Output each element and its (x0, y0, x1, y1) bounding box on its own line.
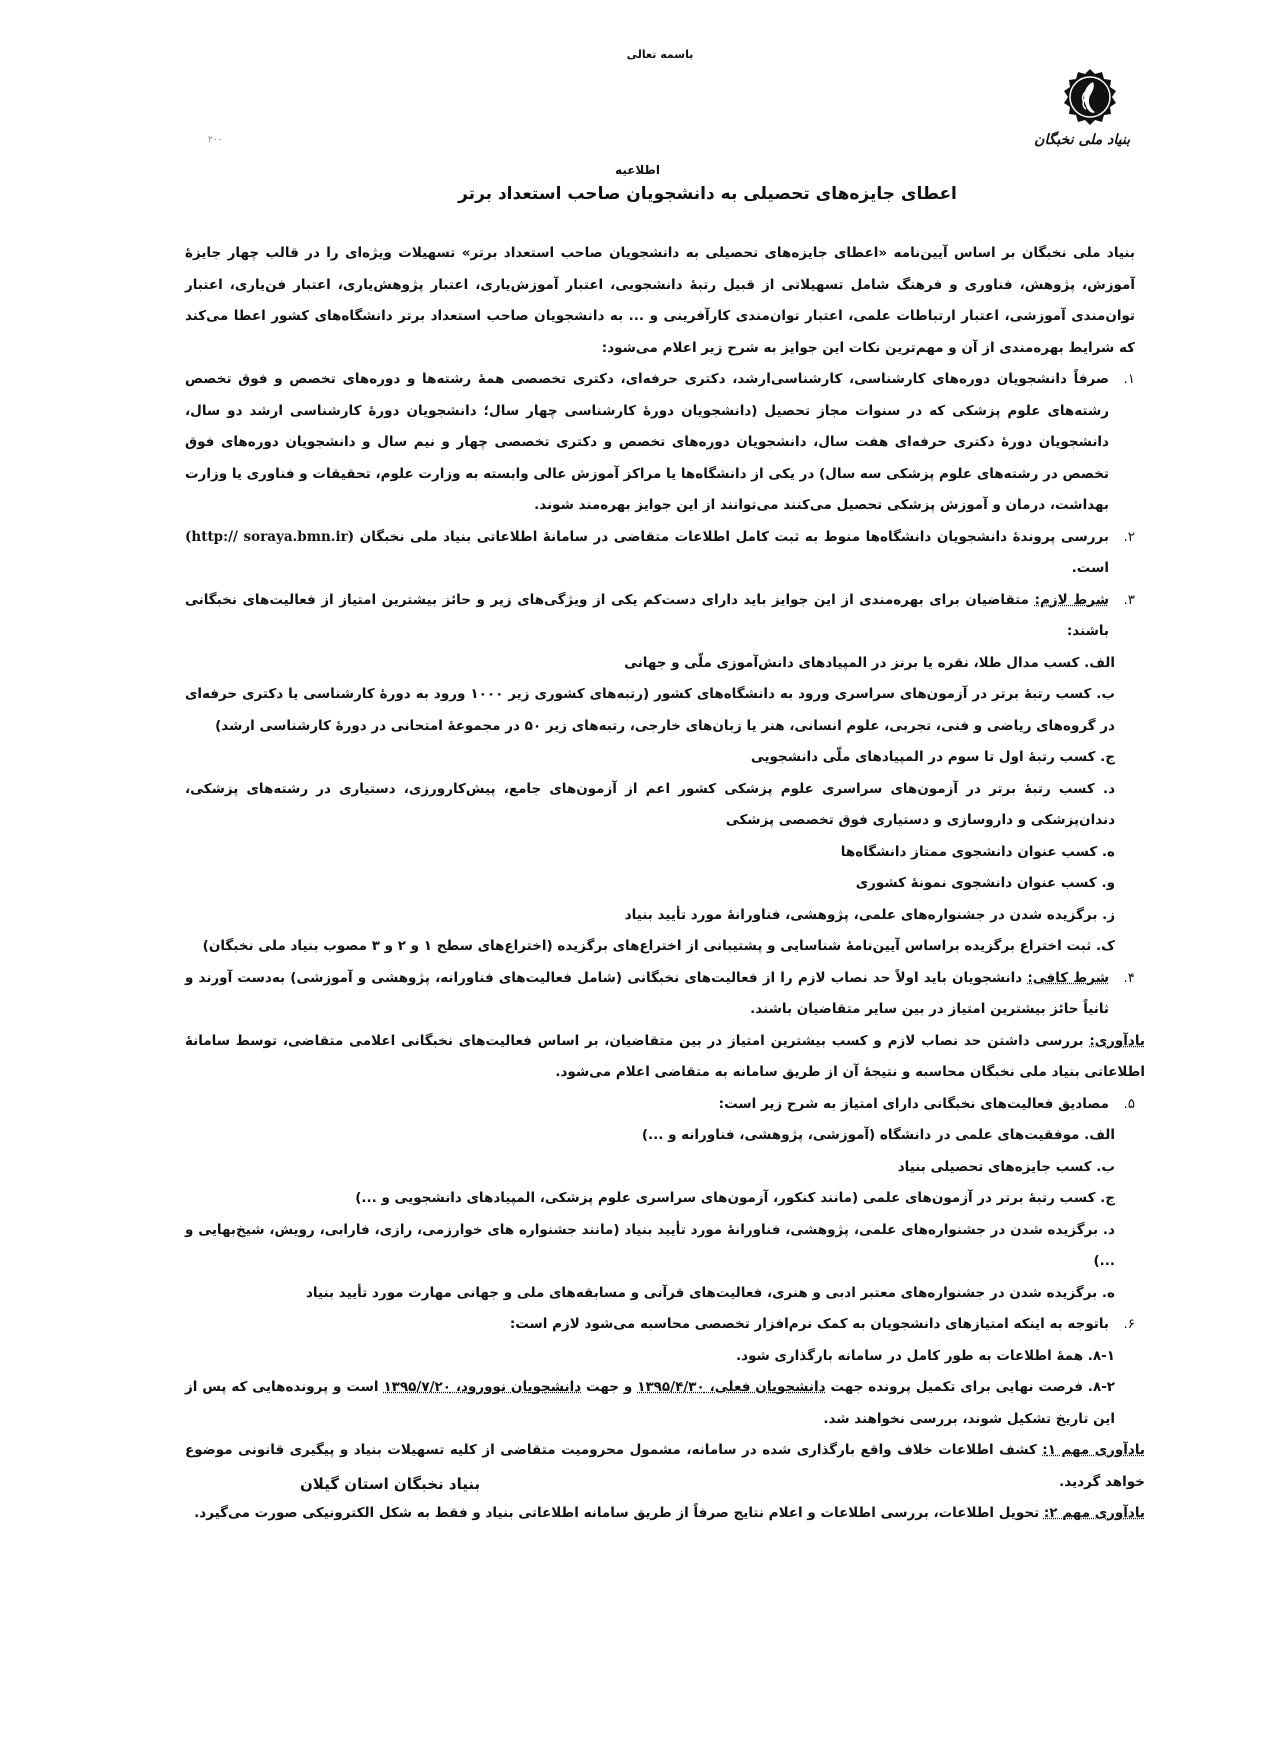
sub-item: د. برگزیده شدن در جشنواره‌های علمی، پژوهشی، فناورانهٔ مورد تأیید بنیاد (مانند جشنواره های خوارزمی، رازی، فارابی، رویش، شیخ‌بهایی و ...) (185, 1221, 1115, 1269)
item-number: ۳. (1123, 591, 1135, 608)
sub-item: ه. کسب عنوان دانشجوی ممتاز دانشگاه‌ها (840, 843, 1115, 860)
item-number: ۴. (1123, 969, 1135, 986)
deadline-text: است و پرونده‌هایی که پس از این تاریخ تشکیل شوند، بررسی نخواهند شد. (185, 1379, 1115, 1427)
item-text: متقاضیان برای بهره‌مندی از این جوایز باید دارای دست‌کم یکی از ویژگی‌های زیر و حائز بیشترین امتیاز از فعالیت‌های نخبگانی باشند: (185, 591, 1109, 639)
list-item-5 (185, 1089, 1135, 1121)
reminder-paragraph (185, 1026, 1145, 1089)
sub-item: ک. ثبت اختراع برگزیده براساس آیین‌نامهٔ شناسایی و پشتیبانی از اختراع‌های برگزیده (اختراع‌های سطح ۱ و ۲ و ۳ مصوب بنیاد ملی نخبگان) (202, 938, 1115, 954)
announcement-label: اطلاعیه (615, 163, 660, 177)
deadline-text: ۸-۲. فرصت نهایی برای تکمیل پرونده جهت (830, 1379, 1116, 1395)
foundation-logo (1034, 68, 1130, 148)
item-number: ۱. (1123, 371, 1135, 387)
item-number: ۲. (1123, 528, 1135, 545)
item-number: ۵. (1123, 1095, 1135, 1112)
requirement-label: شرط لازم: (1034, 591, 1109, 608)
important-label: یادآوری مهم ۲: (1043, 1505, 1145, 1521)
reminder-label: یادآوری: (1089, 1032, 1145, 1049)
logo-caption: بنیاد ملی نخبگان (1034, 132, 1130, 148)
sufficient-condition-label: شرط کافی: (1027, 969, 1109, 986)
important-text: کشف اطلاعات خلاف واقع بارگذاری شده در سامانه، مشمول محرومیت متقاضی از کلیه تسهیلات بنیاد و پیگیری قانونی موضوع خواهد گردید. (185, 1442, 1145, 1490)
sub-item: و. کسب عنوان دانشجوی نمونهٔ کشوری (855, 875, 1115, 891)
list-item-6 (185, 1309, 1135, 1341)
item-text: باتوجه به اینکه امتیازهای دانشجویان به کمک نرم‌افزار تخصصی محاسبه می‌شود لازم است: (509, 1316, 1109, 1332)
sub-item-deadline (185, 1372, 1135, 1435)
new-students-deadline: دانشجویان نوورود، ۱۳۹۵/۷/۲۰ (383, 1379, 582, 1395)
intro-paragraph: بنیاد ملی نخبگان بر اساس آیین‌نامه «اعطای جایزه‌های تحصیلی به دانشجویان صاحب استعداد برتر» تسهیلات ویژه‌ای را در قالب چهار جایزهٔ آموزش، پژوهش، فناوری و فرهنگ شامل تسهیلاتی از قبیل رتبهٔ دانشجویی، اعتبار آموزش‌یاری، اعتبار پژوهش‌یاری، اعتبار فن‌یاری، اعتبار توان‌مندی آموزشی، اعتبار ارتباطات علمی، اعتبار توان‌مندی کارآفرینی و ... به دانشجویان صاحب استعداد برتر دانشگاه‌های کشور اعطا می‌کند که شرایط بهره‌مندی از آن و مهم‌ترین نکات این جوایز به شرح زیر اعلام می‌شود: (185, 245, 1135, 356)
sub-item: د. کسب رتبهٔ برتر در آزمون‌های سراسری علوم پزشکی کشور اعم از آزمون‌های جامع، پیش‌کارورزی، دستیاری در رشته‌های پزشکی، دندان‌پزشکی و داروسازی و دستیاری فوق تخصصی پزشکی (185, 780, 1115, 828)
sub-item: الف. موفقیت‌های علمی در دانشگاه (آموزشی، پژوهشی، فناورانه و ...) (641, 1127, 1115, 1143)
important-label: یادآوری مهم ۱: (1042, 1442, 1145, 1458)
signature: بنیاد نخبگان استان گیلان (300, 1475, 481, 1493)
sub-item: ج. کسب رتبهٔ برتر در آزمون‌های علمی (مانند کنکور، آزمون‌های سراسری علوم پزشکی، المپیادهای دانشجویی و ...) (355, 1190, 1115, 1206)
item-text: بررسی پروندهٔ دانشجویان دانشگاه‌ها منوط به ثبت کامل اطلاعات متقاضی در سامانهٔ اطلاعاتی بنیاد ملی نخبگان (359, 528, 1110, 545)
item-text: صرفاً دانشجویان دوره‌های کارشناسی، کارشناسی‌ارشد، دکتری حرفه‌ای، دکتری تخصصی همهٔ رشته‌ها و دوره‌های تخصص و فوق تخصص رشته‌های علوم پزشکی که در سنوات مجاز تحصیل (دانشجویان دورهٔ کارشناسی چهار سال؛ دانشجویان دورهٔ کارشناسی ارشد دو سال، دانشجویان دورهٔ دکتری حرفه‌ای هفت سال، دانشجویان دوره‌های تخصص و دکتری تخصصی چهار و نیم سال و دانشجویان دوره‌های فوق تخصص در رشته‌های علوم پزشکی سه سال) در یکی از دانشگاه‌ها یا مراکز آموزش عالی وابسته به وزارت علوم، تحقیقات و فناوری یا وزارت بهداشت، درمان و آموزش پزشکی تحصیل می‌کنند می‌توانند از این جوایز بهره‌مند شوند. (184, 371, 1109, 513)
sub-item: ج. کسب رتبهٔ اول تا سوم در المپیادهای ملّی دانشجویی (750, 749, 1115, 765)
item-text-end: است. (1071, 560, 1109, 576)
sub-item: ۸-۱. همهٔ اطلاعات به طور کامل در سامانه بارگذاری شود. (736, 1347, 1115, 1364)
bismillah-heading: باسمه تعالی (626, 48, 694, 61)
corner-mark: ۲۰۰ (208, 135, 223, 145)
sub-item: ز. برگزیده شدن در جشنواره‌های علمی، پژوهشی، فناورانهٔ مورد تأیید بنیاد (624, 906, 1115, 923)
reminder-text: بررسی داشتن حد نصاب لازم و کسب بیشترین امتیاز در بین متقاضیان، بر اساس فعالیت‌های نخبگانی اعلامی متقاضی، توسط سامانهٔ اطلاعاتی بنیاد ملی نخبگان محاسبه و نتیجهٔ آن از طریق سامانه به متقاضی اعلام می‌شود. (185, 1032, 1145, 1080)
sub-item: ب. کسب رتبهٔ برتر در آزمون‌های سراسری ورود به دانشگاه‌های کشور (رتبه‌های کشوری زیر ۱۰۰۰ ورود به دورهٔ کارشناسی یا دکتری حرفه‌ای در گروه‌های ریاضی و فنی، تجربی، علوم انسانی، هنر یا زبان‌های خارجی، رتبه‌های زیر ۵۰ در مجموعهٔ امتحانی در دورهٔ کارشناسی ارشد) (185, 686, 1115, 734)
sub-item: ه. برگزیده شدن در جشنواره‌های معتبر ادبی و هنری، فعالیت‌های قرآنی و مسابقه‌های ملی و جهانی مهارت مورد تأیید بنیاد (306, 1284, 1115, 1301)
item-text: مصادیق فعالیت‌های نخبگانی دارای امتیاز به شرح زیر است: (718, 1095, 1109, 1112)
important-text: تحویل اطلاعات، بررسی اطلاعات و اعلام نتایج صرفاً از طریق سامانه اطلاعاتی بنیاد و فقط به شکل الکترونیکی صورت می‌گیرد. (194, 1505, 1044, 1521)
list-item-4 (185, 963, 1135, 1026)
sub-item: الف. کسب مدال طلا، نقره یا برنز در المپیادهای دانش‌آموزی ملّی و جهانی (624, 654, 1115, 671)
announcement-title: اعطای جایزه‌های تحصیلی به دانشجویان صاحب استعداد برتر (458, 184, 957, 204)
important-reminder-2 (185, 1498, 1145, 1530)
list-item-3 (185, 585, 1135, 648)
announcement-body (184, 238, 1145, 1530)
list-item-1 (185, 364, 1135, 522)
item-number: ۶. (1123, 1316, 1135, 1332)
list-item-2 (185, 522, 1135, 585)
system-url-link[interactable]: (http:// soraya.bmn.ir) (185, 528, 355, 545)
current-students-deadline: دانشجویان فعلی، ۱۳۹۵/۴/۳۰ (637, 1379, 826, 1395)
emblem-icon (1059, 68, 1121, 130)
deadline-text: و جهت (586, 1379, 633, 1395)
sub-item: ب. کسب جایزه‌های تحصیلی بنیاد (897, 1158, 1115, 1175)
item-text: دانشجویان باید اولاً حد نصاب لازم را از فعالیت‌های نخبگانی (شامل فعالیت‌های فناورانه، پژوهشی و آموزشی) به‌دست آورند و ثانیاً حائز بیشترین امتیاز در بین سایر متقاضیان باشند. (185, 969, 1109, 1017)
